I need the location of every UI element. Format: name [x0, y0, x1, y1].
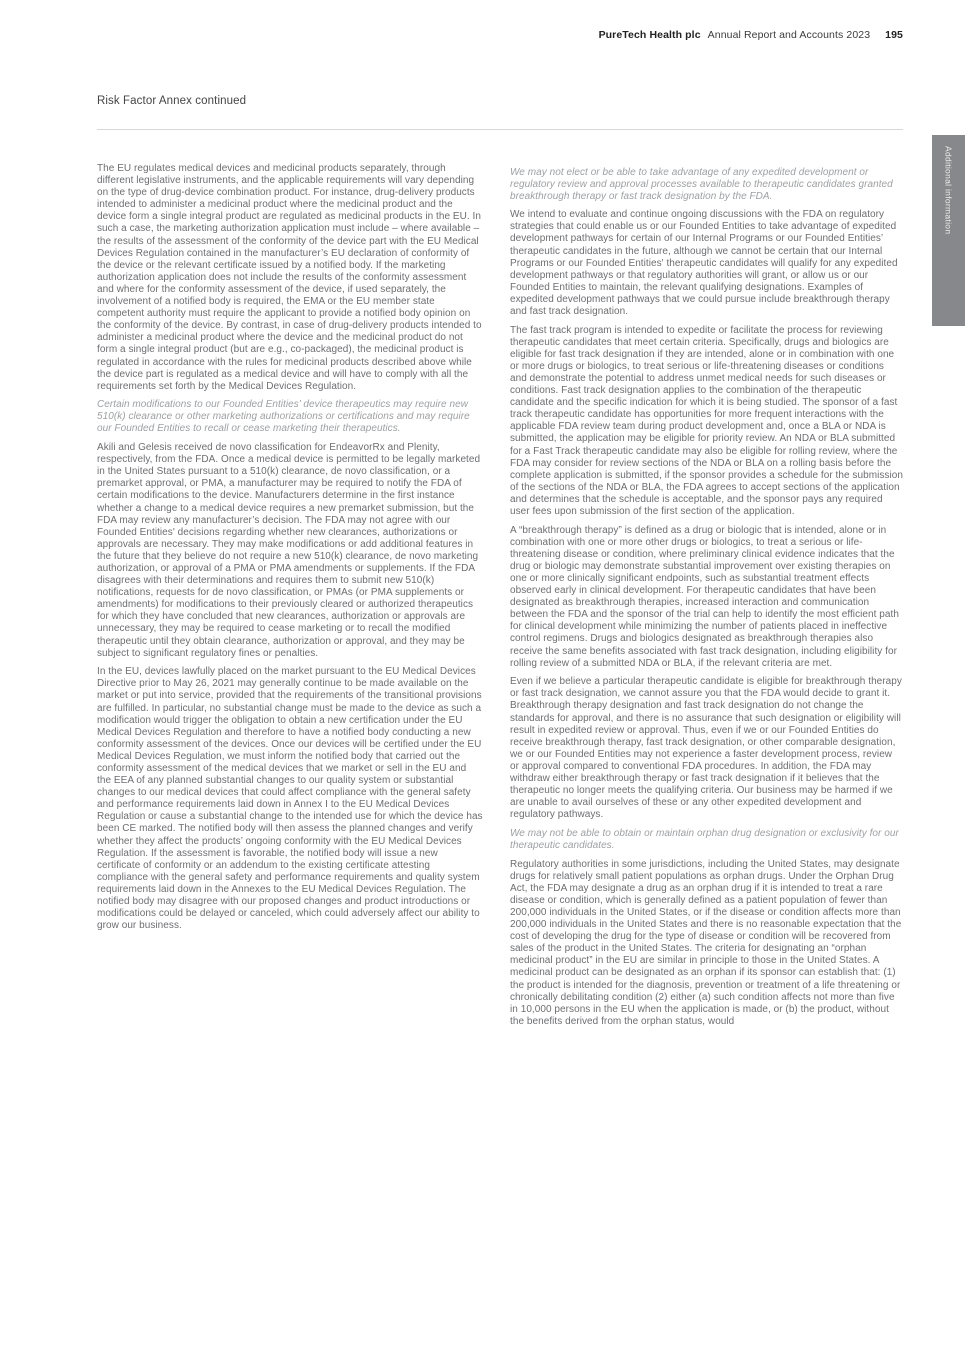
paragraph-orphan-drug-designation: Regulatory authorities in some jurisdictions, including the United States, may designate drugs for relatively small patient populations as orphan drugs. Under the Orphan Drug Act, the FDA may designate a drug as an orphan drug if it is intended to treat a rare disease or condition, which is generally defined as a patient population of fewer than 200,000 individuals in the United States, or if the disease or condition affects more than 200,000 individuals in the United States and there is no reasonable expectation that the cost of developing the drug for the type of disease or condition will be recovered from sales of the product in the United States. The criteria for designating an “orphan medicinal product” in the EU are similar in principle to those in the United States. A medicinal product can be designated as an orphan if its sponsor can establish that: (1) the product is intended for the diagnosis, prevention or treatment of a life threatening or chronically debilitating condition (2) either (a) such condition affects not more than five in 10,000 persons in the EU when the application is made, or (b) the product, without the benefits derived from the orphan status, would [510, 858, 902, 1027]
two-column-body [97, 163, 903, 1034]
left-column [97, 163, 483, 1034]
page-number: 195 [885, 29, 903, 41]
section-heading: Risk Factor Annex continued [97, 95, 247, 107]
side-tab-label: Additional information [943, 146, 954, 235]
right-column [510, 163, 903, 1034]
paragraph-akili-gelesis-de-novo: Akili and Gelesis received de novo classification for EndeavorRx and Plenity, respectively, from the FDA. Once a medical device is permitted to be legally marketed in the United States pursuant to a 510(k) clearance, de novo classification, or a premarket approval, or PMA, a manufacturer may be required to notify the FDA of certain modifications to the device. Manufacturers determine in the first instance whether a change to a medical device requires a new premarket submission, but the FDA may review any manufacturer’s decision. The FDA may not agree with our Founded Entities' decisions regarding whether new clearances, authorizations or approvals are necessary. They may make modifications or add additional features in the future that they believe do not require a new 510(k) clearance, de novo marketing authorization, or approval of a PMA or PMA amendments or supplements. If the FDA disagrees with their determinations and requires them to submit new 510(k) notifications, requests for de novo classification, or PMAs (or PMA supplements or amendments) for modifications to their previously cleared or authorized therapeutics for which they have concluded that new clearances, authorization or approvals are unnecessary, they may be required to cease marketing or to recall the modified therapeutic until they obtain clearance, authorization or approval, and they may be subject to significant regulatory fines or penalties. [97, 442, 481, 659]
divider-rule [97, 129, 903, 130]
report-title: Annual Report and Accounts 2023 [707, 29, 871, 41]
paragraph-eu-combination-products: The EU regulates medical devices and medicinal products separately, through different legislative instruments, and the applicable requirements will vary depending on the type of drug-device combination product. For instance, drug-delivery products intended to administer a medicinal product where the medicinal product and the device form a single integral product are regulated as medicinal products in the EU. In such a case, the marketing authorization application must include – where available – the results of the assessment of the conformity of the device part with the EU Medical Devices Regulation contained in the manufacturer’s EU declaration of conformity of the device or the relevant certificate issued by a notified body. If the marketing authorization application does not include the results of the conformity assessment and where for the conformity assessment of the device, if used separately, the involvement of a notified body is required, the EMA or the EU member state competent authority must require the applicant to provide a notified body opinion on the conformity of the device. By contrast, in case of drug-delivery products intended to administer a medicinal product where the device and the medicinal product do not form a single integral product (but are e.g., co-packaged), the medicinal product is regulated in accordance with the rules for medicinal products described above while the device part is regulated as a medical device and will have to comply with all the requirements set forth by the Medical Devices Regulation. [97, 163, 482, 392]
risk-subheading-510k-modifications: Certain modifications to our Founded Entities’ device therapeutics may require new 510(k) clearance or other marketing authorizations or certifications and may require our Founded Entities to recall or cease marketing their therapeutics. [97, 399, 470, 435]
company-name: PureTech Health plc [598, 29, 701, 41]
paragraph-eu-devices-directive: In the EU, devices lawfully placed on the market pursuant to the EU Medical Devices Directive prior to May 26, 2021 may generally continue to be made available on the market or put into service, provided that the requirements of the transitional provisions are fulfilled. In particular, no substantial change must be made to the device as such a modification would trigger the obligation to obtain a new certification under the EU Medical Devices Regulation and therefore to have a notified body conducting a new conformity assessment of the devices. Once our devices will be certified under the EU Medical Devices Regulation, we must inform the notified body that carried out the conformity assessment of the medical devices that we market or sell in the EU and the EEA of any planned substantial changes to our quality system or substantial changes to our medical devices that could affect compliance with the general safety and performance requirements laid down in Annex I to the EU Medical Devices Regulation or cause a substantial change to the intended use for which the device has been CE marked. The notified body will then assess the planned changes and verify whether they affect the products’ ongoing conformity with the EU Medical Devices Regulation. If the assessment is favorable, the notified body will issue a new certificate of conformity or an addendum to the existing certificate attesting compliance with the general safety and performance requirements and quality system requirements laid down in the Annexes to the EU Medical Devices Regulation. The notified body may disagree with our proposed changes and product introductions or modifications could be delayed or canceled, which could adversely affect our ability to grow our business. [97, 666, 483, 932]
paragraph-fast-track-program: The fast track program is intended to expedite or facilitate the process for reviewing therapeutic candidates that meet certain criteria. Specifically, drugs and biologics are eligible for fast track designation if they are intended, alone or in combination with one or more drugs or biologics, to treat serious or life-threatening diseases or conditions and demonstrate the potential to address unmet medical needs for such diseases or conditions. Fast track designation applies to the combination of the therapeutic candidate and the specific indication for which it is being studied. The sponsor of a fast track therapeutic candidate has opportunities for more frequent interactions with the applicable FDA review team during product development and, once a BLA or NDA is submitted, the application may be eligible for priority review. An NDA or BLA submitted for a Fast Track therapeutic candidate may also be eligible for rolling review, where the FDA may consider for review sections of the NDA or BLA on a rolling basis before the complete application is submitted, if the sponsor provides a schedule for the submission of the sections of the NDA or BLA, the FDA agrees to accept sections of the application and determines that the schedule is acceptable, and the sponsor pays any required user fees upon submission of the first section of the application. [510, 324, 903, 518]
paragraph-designation-caveats: Even if we believe a particular therapeutic candidate is eligible for breakthrough therapy or fast track designation, we cannot assure you that the FDA would decide to grant it. Breakthrough therapy designation and fast track designation do not change the standards for approval, and there is no assurance that such designation or eligibility will result in expedited review or approval. Thus, even if we or our Founded Entities do receive breakthrough therapy, fast track designation, or other comparable designation, we or our Founded Entities may not experience a faster development process, review or approval compared to conventional FDA procedures. In addition, the FDA may withdraw either breakthrough therapy or fast track designation if it believes that the therapeutic no longer meets the qualifying criteria. Our business may be harmed if we are unable to avail ourselves of these or any other expedited development and regulatory pathways. [510, 676, 902, 821]
running-header [0, 29, 903, 41]
risk-subheading-expedited-pathways: We may not elect or be able to take advantage of any expedited development or regulatory review and approval processes available to therapeutic candidates granted breakthrough therapy or fast track designation by the FDA. [510, 166, 893, 202]
risk-subheading-orphan-drug: We may not be able to obtain or maintain orphan drug designation or exclusivity for our therapeutic candidates. [510, 827, 899, 851]
paragraph-fda-discussions: We intend to evaluate and continue ongoing discussions with the FDA on regulatory strategies that could enable us or our Founded Entities to take advantage of expedited development pathways for certain of our Internal Programs or our Founded Entities’ therapeutic candidates in the future, although we cannot be certain that our Internal Programs or our Founded Entities' therapeutic candidates will qualify for any expedited development pathways or that regulatory authorities will grant, or allow us or our Founded Entities to maintain, the relevant qualifying designations. Examples of expedited development pathways that we could pursue include breakthrough therapy and fast track designation. [510, 209, 898, 318]
side-tab-additional-information[interactable] [932, 135, 965, 326]
paragraph-breakthrough-therapy: A “breakthrough therapy” is defined as a drug or biologic that is intended, alone or in combination with one or more other drugs or biologics, to treat a serious or life-threatening disease or condition, where preliminary clinical evidence indicates that the drug or biologic may demonstrate substantial improvement over existing therapies on one or more clinically significant endpoints, such as substantial treatment effects observed early in clinical development. For therapeutic candidates that have been designated as breakthrough therapies, increased interaction and communication between the FDA and the sponsor of the trial can help to identify the most efficient path for clinical development while minimizing the number of patients placed in ineffective control regimens. Drugs and biologics designated as breakthrough therapies also receive the same benefits associated with fast track designation, including eligibility for rolling review of a submitted NDA or BLA, if the relevant criteria are met. [510, 524, 899, 669]
